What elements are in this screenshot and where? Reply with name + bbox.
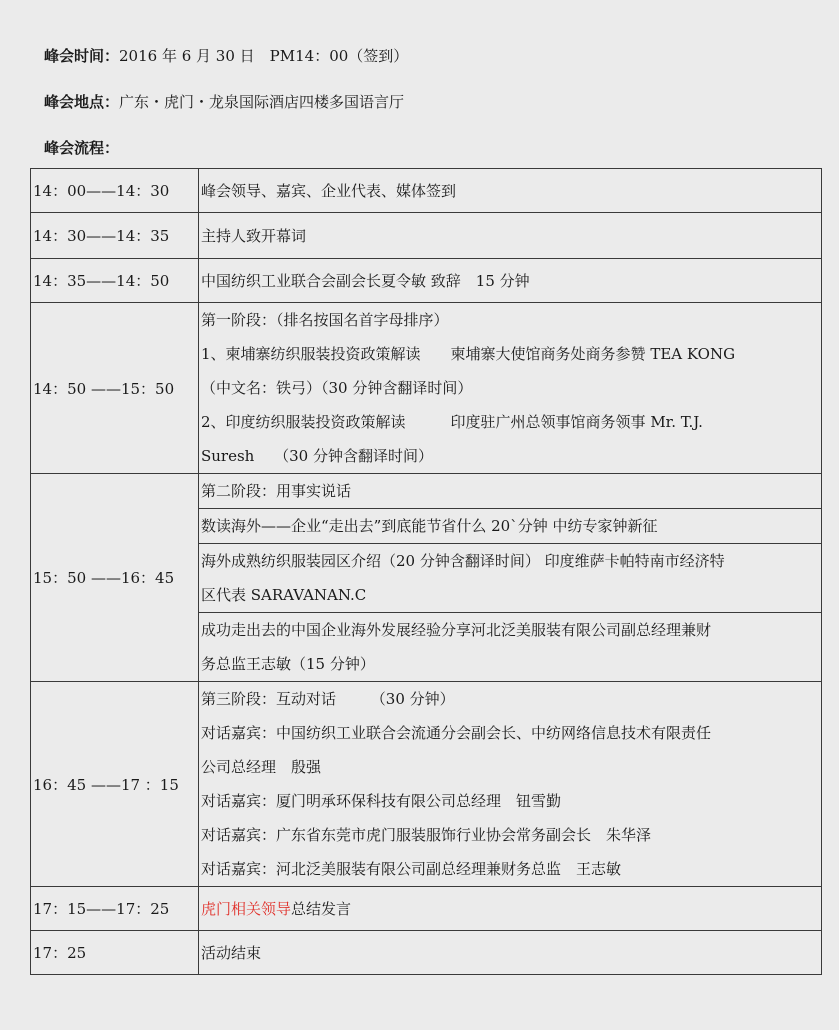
schedule-time: 14：00——14：30: [31, 169, 199, 213]
schedule-line: 峰会领导、嘉宾、企业代表、媒体签到: [201, 181, 457, 200]
schedule-time: 14：50 ——15：50: [31, 303, 199, 474]
schedule-content: [199, 474, 822, 682]
schedule-line: 对话嘉宾：中国纺织工业联合会流通分会副会长、中纺网络信息技术有限责任: [201, 724, 712, 742]
summit-place-value: 广东・虎门・龙泉国际酒店四楼多国语言厅: [119, 93, 405, 111]
schedule-line: 第三阶段：互动对话 （30 分钟）: [201, 690, 455, 708]
summit-flow-heading: [44, 138, 119, 158]
schedule-time: 17：25: [31, 931, 199, 975]
schedule-content: [199, 213, 822, 259]
schedule-line: 公司总经理 殷强: [201, 758, 322, 776]
schedule-content: [199, 887, 822, 931]
summit-time-value: 2016 年 6 月 30 日 PM14：00（签到）: [119, 47, 409, 65]
schedule-content: [199, 931, 822, 975]
schedule-content: [199, 682, 822, 887]
schedule-content: [199, 259, 822, 303]
schedule-row: [31, 474, 822, 682]
schedule-line: 数读海外——企业“走出去”到底能节省什么 20`分钟 中纺专家钟新征: [199, 508, 821, 543]
schedule-line: （中文名：铁弓）（30 分钟含翻译时间）: [201, 379, 473, 397]
schedule-line: [201, 892, 821, 926]
schedule-line: 区代表 SARAVANAN.C: [201, 586, 367, 604]
schedule-time: 16：45 ——17 ：15: [31, 682, 199, 887]
summary-speech-text: 总结发言: [291, 899, 352, 918]
schedule-line: 成功走出去的中国企业海外发展经验分享河北泛美服装有限公司副总经理兼财: [199, 612, 821, 647]
schedule-line: 1、柬埔寨纺织服装投资政策解读 柬埔寨大使馆商务处商务参赞 TEA KONG: [201, 345, 736, 363]
schedule-line: 第二阶段：用事实说话: [201, 482, 352, 500]
summit-flow-label: 峰会流程：: [44, 139, 120, 157]
schedule-row: [31, 303, 822, 474]
schedule-row: [31, 259, 822, 303]
schedule-row: [31, 169, 822, 213]
schedule-line: 海外成熟纺织服装园区介绍（20 分钟含翻译时间） 印度维萨卡帕特南市经济特: [199, 543, 821, 578]
schedule-line: 务总监王志敏（15 分钟）: [201, 655, 375, 673]
schedule-content: [199, 169, 822, 213]
schedule-line: 对话嘉宾：广东省东莞市虎门服装服饰行业协会常务副会长 朱华泽: [201, 826, 652, 844]
schedule-content: [199, 303, 822, 474]
schedule-row: [31, 682, 822, 887]
schedule-time: 14：30——14：35: [31, 213, 199, 259]
schedule-line: 对话嘉宾：厦门明承环保科技有限公司总经理 钮雪勤: [201, 792, 562, 810]
summit-place-line: [44, 92, 404, 112]
schedule-row: [31, 213, 822, 259]
highlighted-leader-text: 虎门相关领导: [201, 899, 292, 918]
schedule-line: 第一阶段：（排名按国名首字母排序）: [201, 311, 449, 329]
schedule-line: 中国纺织工业联合会副会长夏令敏 致辞 15 分钟: [201, 271, 530, 290]
schedule-line: Suresh （30 分钟含翻译时间）: [201, 447, 433, 465]
schedule-time: 17：15——17：25: [31, 887, 199, 931]
summit-time-label: 峰会时间：: [44, 47, 120, 65]
schedule-line: 活动结束: [201, 943, 262, 962]
schedule-row: [31, 887, 822, 931]
schedule-time: 14：35——14：50: [31, 259, 199, 303]
schedule-line: 主持人致开幕词: [201, 226, 307, 245]
schedule-time: 15：50 ——16：45: [31, 474, 199, 682]
schedule-line: 2、印度纺织服装投资政策解读 印度驻广州总领事馆商务领事 Mr. T.J.: [201, 413, 703, 431]
summit-place-label: 峰会地点：: [44, 93, 120, 111]
summit-time-line: [44, 46, 408, 66]
schedule-row: [31, 931, 822, 975]
schedule-line: 对话嘉宾：河北泛美服装有限公司副总经理兼财务总监 王志敏: [201, 860, 622, 878]
schedule-table: [30, 168, 822, 975]
